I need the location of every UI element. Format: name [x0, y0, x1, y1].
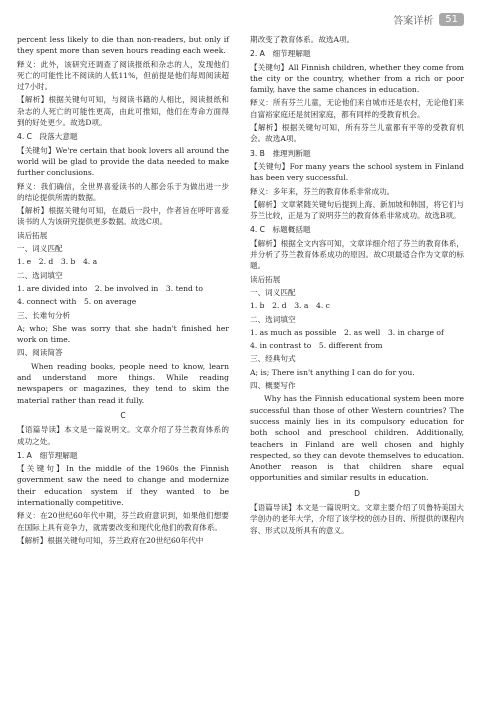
- right-column: [250, 34, 464, 538]
- passage-letter: C: [120, 410, 126, 420]
- paragraph: 释义：在20世纪60年代中期，芬兰政府意识到，如果他们想要在国际上具有竞争力，就需要改变和现代化他们的教育体系。: [17, 511, 229, 532]
- paragraph: A; is; There isn't anything I can do for you.: [250, 367, 415, 377]
- section-heading: 三、经典句式: [250, 354, 296, 364]
- paragraph: 4. connect with 5. on average: [17, 297, 137, 307]
- paragraph: 【解析】根据全文内容可知，文章详细介绍了芬兰的教育体系，并分析了芬兰教育体系成功的原因。故C项最适合作为文章的标题。: [250, 238, 464, 271]
- page-header: [393, 12, 464, 27]
- paragraph: 【关键句】We're certain that book lovers all around the world will be glad to provide the data needed to make further conclusions.: [17, 145, 229, 178]
- section-heading: 二、选词填空: [17, 270, 63, 280]
- question-heading: 1. A 细节理解题: [17, 450, 78, 460]
- header-title: 答案详析: [393, 16, 434, 27]
- paragraph: 【解析】根据关键句可知，与阅读书籍的人相比，阅读报纸和杂志的人死亡的可能性更高，由此可推知，他们在寿命方面得到的好处更少。故选D项。: [17, 95, 229, 128]
- paragraph: percent less likely to die than non-readers, but only if they spent more than seven hours reading each week.: [17, 35, 229, 56]
- section-heading: 读后拓展: [250, 274, 281, 284]
- paragraph: 1. as much as possible 2. as well 3. in charge of: [250, 327, 444, 337]
- section-heading: 三、长难句分析: [17, 310, 71, 320]
- question-heading: 2. A 细节理解题: [250, 49, 311, 59]
- paragraph: 【关键句】All Finnish children, whether they come from the city or the country, whether from a rich or poor family, have the same chances in education.: [250, 62, 464, 95]
- section-heading: 读后拓展: [17, 230, 48, 240]
- paragraph: 【语篇导读】本文是一篇说明文。文章介绍了芬兰教育体系的成功之处。: [17, 425, 229, 446]
- section-heading: 二、选词填空: [250, 314, 296, 324]
- paragraph: 【语篇导读】本文是一篇说明文。文章主要介绍了贝鲁特美国大学创办的老年大学，介绍了该学校的创办目的、所提供的课程内容、形式以及所具有的意义。: [250, 502, 464, 535]
- paragraph: 【解析】根据关键句可知，在最后一段中，作者旨在呼吁喜爱读书的人为该研究提供更多数据。故选C项。: [17, 206, 229, 227]
- paragraph: 【解析】文章紧随关键句后提到上海、新加坡和韩国，将它们与芬兰比较，正是为了说明芬兰的教育体系非常成功。故选B项。: [250, 199, 464, 221]
- paragraph: 【解析】根据关键句可知，所有芬兰儿童都有平等的受教育机会。故选A项。: [250, 123, 464, 144]
- paragraph: 【关键句】For many years the school system in Finland has been very successful.: [250, 161, 464, 183]
- section-heading: 四、阅读简答: [17, 348, 63, 358]
- paragraph: 4. in contrast to 5. different from: [250, 341, 383, 351]
- paragraph: 1. are divided into 2. be involved in 3. tend to: [17, 283, 203, 293]
- paragraph: 释义：多年来，芬兰的教育体系非常成功。: [250, 186, 395, 196]
- paragraph: 释义：此外，该研究还调查了阅读报纸和杂志的人，发现他们死亡的可能性比不阅读的人低11%，但前提是他们每周阅读超过7小时。: [17, 59, 229, 92]
- paragraph: 1. e 2. d 3. b 4. a: [17, 257, 98, 267]
- section-heading: 四、概要写作: [250, 381, 296, 391]
- page-number: 51: [439, 13, 464, 26]
- question-heading: 4. C 标题概括题: [250, 225, 311, 235]
- paragraph: 期改变了教育体系。故选A项。: [250, 35, 355, 44]
- paragraph: A; who; She was sorry that she hadn't finished her work on time.: [17, 323, 229, 345]
- paragraph: 【关键句】In the middle of the 1960s the Finnish government saw the need to change and modernize their education system if they wanted to be internationally competitive.: [17, 464, 229, 507]
- section-heading: 一、词义匹配: [250, 287, 296, 297]
- summary-paragraph: Why has the Finnish educational system been more successful than those of other Western countries? The success mainly lies in its compulsory education for both school and preschool children. Additionally, teachers in Finland are well chosen and highly respected, so they can devote themselves to education. Another reason is that children share equal opportunities and similar results in education.: [250, 394, 464, 483]
- paragraph: 【解析】根据关键句可知，芬兰政府在20世纪60年代中: [17, 535, 204, 545]
- summary-paragraph: When reading books, people need to know, learn and understand more things. While reading newspapers or magazines, they tend to skim the material rather than read it fully.: [17, 361, 229, 405]
- paragraph: 释义：所有芬兰儿童，无论他们来自城市还是农村，无论他们来自富裕家庭还是贫困家庭，都有同样的受教育机会。: [250, 98, 464, 119]
- paragraph: 释义：我们确信，全世界喜爱读书的人都会乐于为做出进一步的结论提供所需的数据。: [17, 181, 229, 202]
- question-heading: 4. C 段落大意题: [17, 132, 78, 142]
- passage-letter: D: [354, 488, 360, 498]
- left-column: [17, 34, 229, 548]
- section-heading: 一、词义匹配: [17, 244, 63, 254]
- paragraph: 1. b 2. d 3. a 4. c: [250, 301, 330, 311]
- question-heading: 3. B 推理判断题: [250, 148, 311, 158]
